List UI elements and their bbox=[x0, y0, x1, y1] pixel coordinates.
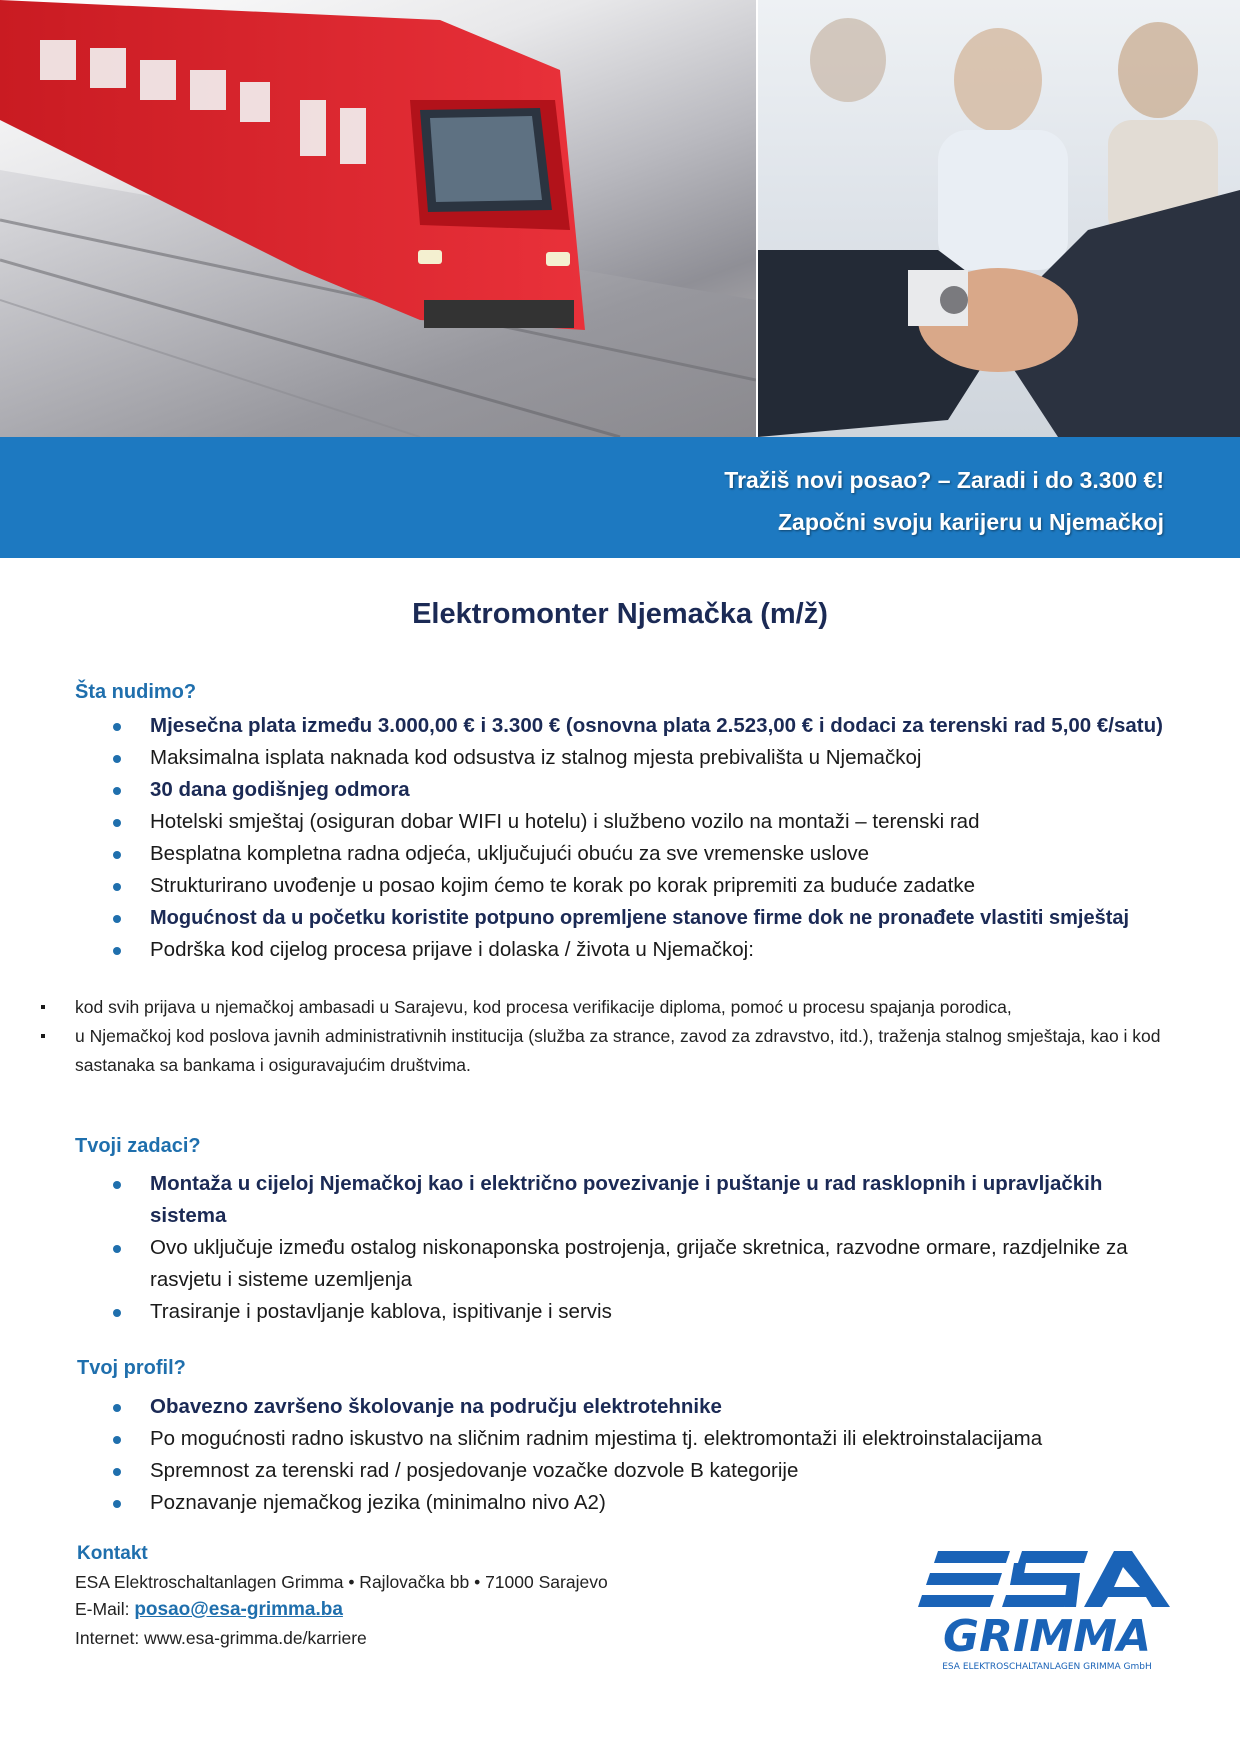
train-photo bbox=[0, 0, 756, 437]
offer-list bbox=[0, 710, 1240, 966]
offer-heading: Šta nudimo? bbox=[75, 681, 197, 703]
profile-list bbox=[0, 1391, 1240, 1519]
tasks-heading: Tvoji zadaci? bbox=[75, 1135, 201, 1157]
internet-line bbox=[75, 1628, 367, 1649]
sublist-item: kod svih prijava u njemačkoj ambasadi u Sarajevu, kod procesa verifikacije diploma, pomoć u procesu spajanja porodica, bbox=[0, 993, 1240, 1022]
banner-subheadline: Započni svoju karijeru u Njemačkoj bbox=[777, 509, 1164, 535]
list-item-text: Podrška kod cijelog procesa prijave i dolaska / života u Njemačkoj: bbox=[150, 938, 754, 961]
logo-mark bbox=[918, 1545, 1176, 1675]
list-item bbox=[0, 934, 1240, 966]
logo-tagline: ESA ELEKTROSCHALTANLAGEN GRIMMA GmbH bbox=[942, 1662, 1152, 1672]
list-item: Hotelski smještaj (osiguran dobar WIFI u hotelu) i službeno vozilo na montaži – terenski rad bbox=[0, 806, 1240, 838]
email-link[interactable]: posao@esa-grimma.ba bbox=[134, 1599, 343, 1620]
list-item: Mogućnost da u početku koristite potpuno opremljene stanove firme dok ne pronađete vlastiti smještaj bbox=[0, 902, 1240, 934]
list-item: Ovo uključuje između ostalog niskonaponska postrojenja, grijače skretnica, razvodne ormare, razdjelnike za rasvjetu i sisteme uzemljenja bbox=[0, 1232, 1240, 1296]
logo-grimma-text: GRIMMA bbox=[943, 1611, 1151, 1662]
website-url: www.esa-grimma.de/karriere bbox=[144, 1628, 367, 1648]
list-item: 30 dana godišnjeg odmora bbox=[0, 774, 1240, 806]
train-illustration bbox=[0, 0, 756, 437]
handshake-photo bbox=[758, 0, 1240, 437]
internet-label: Internet: bbox=[75, 1628, 140, 1648]
list-item: Strukturirano uvođenje u posao kojim ćemo te korak po korak pripremiti za buduće zadatke bbox=[0, 870, 1240, 902]
support-sublist bbox=[0, 993, 1240, 1080]
profile-heading: Tvoj profil? bbox=[77, 1357, 186, 1379]
hero-images bbox=[0, 0, 1240, 437]
email-line bbox=[75, 1599, 343, 1621]
banner-headline: Tražiš novi posao? – Zaradi i do 3.300 €! bbox=[724, 467, 1164, 493]
list-item: Spremnost za terenski rad / posjedovanje vozačke dozvole B kategorije bbox=[0, 1455, 1240, 1487]
list-item: Mjesečna plata između 3.000,00 € i 3.300 € (osnovna plata 2.523,00 € i dodaci za terenski rad 5,00 €/satu) bbox=[0, 710, 1240, 742]
headline-banner bbox=[0, 437, 1240, 558]
handshake-illustration bbox=[758, 0, 1240, 437]
contact-heading: Kontakt bbox=[77, 1543, 148, 1564]
list-item: Montaža u cijeloj Njemačkoj kao i električno povezivanje i puštanje u rad rasklopnih i upravljačkih sistema bbox=[0, 1168, 1240, 1232]
list-item: Obavezno završeno školovanje na području elektrotehnike bbox=[0, 1391, 1240, 1423]
esa-grimma-logo bbox=[918, 1545, 1176, 1675]
list-item: Poznavanje njemačkog jezika (minimalno nivo A2) bbox=[0, 1487, 1240, 1519]
email-label: E-Mail: bbox=[75, 1599, 130, 1619]
list-item: Besplatna kompletna radna odjeća, uključujući obuću za sve vremenske uslove bbox=[0, 838, 1240, 870]
job-title: Elektromonter Njemačka (m/ž) bbox=[412, 598, 828, 630]
tasks-list bbox=[0, 1168, 1240, 1328]
list-item: Maksimalna isplata naknada kod odsustva iz stalnog mjesta prebivališta u Njemačkoj bbox=[0, 742, 1240, 774]
list-item: Trasiranje i postavljanje kablova, ispitivanje i servis bbox=[0, 1296, 1240, 1328]
sublist-item: u Njemačkoj kod poslova javnih administrativnih institucija (služba za strance, zavod za zdravstvo, itd.), traženja stalnog smještaja, kao i kod sastanaka sa bankama i osiguravajućim društvima. bbox=[0, 1022, 1240, 1080]
company-address: ESA Elektroschaltanlagen Grimma • Rajlovačka bb • 71000 Sarajevo bbox=[75, 1572, 608, 1592]
list-item: Po mogućnosti radno iskustvo na sličnim radnim mjestima tj. elektromontaži ili elektroinstalacijama bbox=[0, 1423, 1240, 1455]
